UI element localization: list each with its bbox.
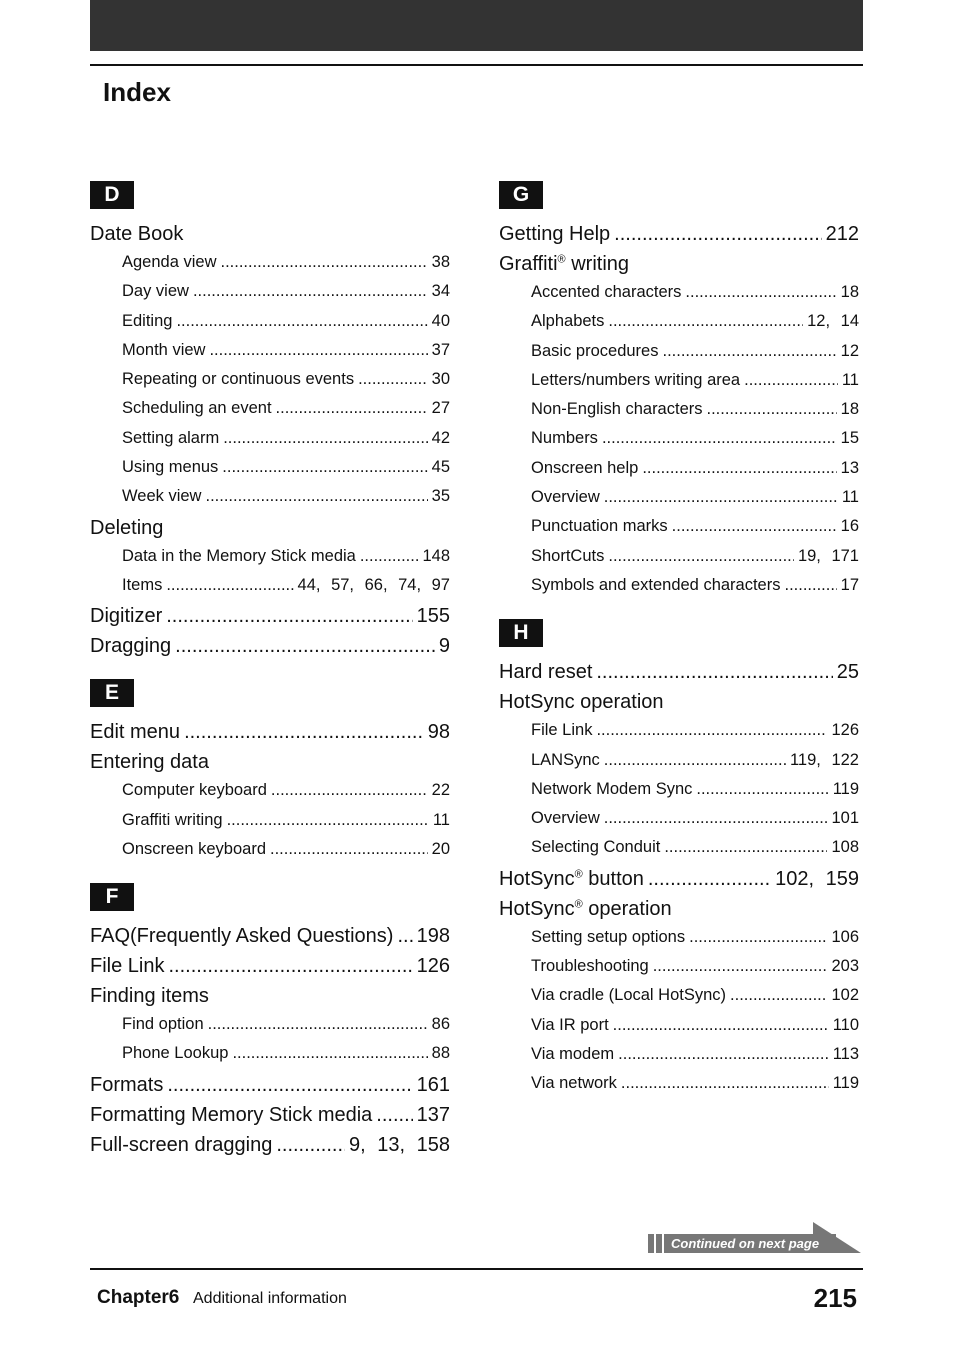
index-entry	[90, 605, 450, 635]
entry-page: 11	[841, 488, 859, 507]
index-entry	[90, 955, 450, 985]
index-subentry	[499, 400, 859, 429]
continued-bar	[656, 1234, 662, 1253]
entry-label	[531, 1045, 614, 1064]
page-number: 215	[813, 1283, 857, 1313]
entry-label-text: Week view	[122, 487, 202, 506]
entry-label-text: LANSync	[531, 750, 600, 769]
index-subentry	[90, 547, 450, 576]
footer-chapter: Chapter6	[97, 1287, 180, 1308]
index-subentry	[90, 1015, 450, 1044]
index-entry	[90, 1104, 450, 1134]
dot-leader	[642, 459, 836, 478]
entry-label-text: Symbols and extended characters	[531, 575, 781, 594]
entry-label-text: Overview	[531, 488, 600, 507]
entry-label	[90, 1104, 372, 1127]
dot-leader	[205, 487, 427, 506]
entry-label-text: Hard reset	[499, 661, 593, 684]
entry-label	[499, 691, 664, 714]
index-section	[90, 181, 450, 665]
entry-label	[122, 429, 219, 448]
entry-label-text: Onscreen help	[531, 458, 639, 477]
entry-page: 212	[825, 223, 859, 245]
entry-label	[531, 1016, 609, 1035]
dot-leader	[176, 312, 427, 331]
entry-page: 40	[431, 311, 450, 330]
dot-leader	[672, 517, 837, 536]
entry-label-text: Graffiti writing	[122, 810, 223, 829]
header-rule	[90, 64, 863, 66]
entry-label-text: File Link	[90, 955, 165, 978]
entry-label-text: Accented characters	[531, 283, 682, 301]
index-subentry	[499, 342, 859, 371]
entry-label-text: Via IR port	[531, 1015, 609, 1034]
entry-label-text: Overview	[531, 809, 600, 828]
entry-label-suffix: writing	[565, 253, 630, 275]
index-subentry	[499, 429, 859, 458]
entry-page: 17	[840, 575, 859, 594]
entry-label-text: Month view	[122, 340, 206, 359]
index-entry	[90, 985, 450, 1015]
entry-page: 35	[431, 487, 450, 506]
entry-label	[122, 487, 201, 506]
dot-leader	[608, 312, 803, 331]
index-entry	[90, 751, 450, 781]
index-subentry	[499, 1016, 859, 1045]
index-subentry	[499, 488, 859, 517]
entry-label	[531, 986, 726, 1005]
entry-label	[499, 898, 672, 921]
entry-label	[531, 283, 681, 302]
index-entry	[90, 1134, 450, 1164]
entry-label-text: Deleting	[90, 516, 164, 539]
entry-label-text: HotSync	[499, 897, 575, 920]
entry-label	[90, 955, 164, 978]
dot-leader	[166, 576, 293, 595]
dot-leader	[209, 341, 427, 360]
dot-leader	[621, 1074, 829, 1093]
section-letter: H	[499, 619, 543, 647]
dot-leader	[175, 635, 435, 658]
entry-label	[90, 1134, 272, 1157]
entry-label-text: Network Modem Sync	[531, 779, 693, 798]
entry-label	[122, 370, 354, 389]
entry-label-text: Via modem	[531, 1044, 615, 1063]
dot-leader	[223, 429, 427, 448]
entry-label	[122, 341, 205, 360]
index-subentry	[90, 370, 450, 399]
index-subentry	[90, 1044, 450, 1073]
entry-page: 34	[431, 282, 450, 301]
index-entry	[499, 223, 859, 253]
entry-label	[122, 840, 266, 859]
index-subentry	[499, 576, 859, 605]
entry-label	[531, 957, 649, 976]
entry-page: 106	[831, 927, 859, 946]
entry-label-text: HotSync operation	[499, 691, 664, 714]
dot-leader	[614, 223, 821, 246]
entry-page: 137	[416, 1103, 450, 1126]
dot-leader	[376, 1104, 412, 1127]
entry-page: 37	[431, 340, 450, 359]
entry-label-suffix: operation	[582, 897, 672, 920]
dot-leader	[604, 809, 828, 828]
entry-page: 126	[416, 955, 450, 978]
index-subentry	[90, 253, 450, 282]
index-subentry	[499, 283, 859, 312]
entry-label	[122, 781, 267, 800]
entry-page: 12	[840, 341, 859, 360]
section-letter: E	[90, 679, 134, 707]
entry-page: 113	[832, 1044, 859, 1063]
entry-label	[531, 312, 604, 331]
index-column-right	[499, 181, 859, 1118]
entry-label-text: File Link	[531, 721, 593, 740]
entry-label	[90, 223, 183, 246]
section-letter: G	[499, 181, 543, 209]
entry-label-text: Punctuation marks	[531, 517, 668, 536]
entry-label-text: Setting setup options	[531, 927, 686, 946]
index-entry	[499, 868, 859, 898]
index-entry	[90, 517, 450, 547]
dot-leader	[596, 721, 827, 740]
entry-label-text: Troubleshooting	[531, 957, 649, 976]
index-entry	[499, 253, 859, 283]
entry-label	[122, 1044, 228, 1063]
entry-label-text: Computer keyboard	[122, 781, 267, 800]
index-subentry	[90, 781, 450, 810]
entry-label	[499, 868, 644, 891]
entry-page: 9	[438, 635, 450, 658]
index-subentry	[499, 838, 859, 867]
entry-page: 102	[831, 986, 859, 1005]
index-subentry	[499, 312, 859, 341]
entry-page: 42	[431, 428, 450, 447]
entry-page: 27	[431, 399, 450, 418]
index-subentry	[499, 809, 859, 838]
dot-leader	[271, 781, 428, 800]
entry-label	[531, 838, 660, 857]
entry-label-text: Find option	[122, 1015, 204, 1034]
dot-leader	[397, 925, 412, 948]
entry-label-text: Edit menu	[90, 721, 181, 744]
entry-label-text: Basic procedures	[531, 341, 659, 360]
dot-leader	[613, 1016, 829, 1035]
dot-leader	[168, 955, 412, 978]
entry-label	[531, 342, 658, 361]
dot-leader	[608, 547, 794, 566]
index-section	[90, 883, 450, 1164]
entry-label	[122, 458, 218, 477]
entry-page: 30	[431, 370, 450, 389]
entry-label	[122, 282, 189, 301]
dot-leader	[730, 986, 827, 1005]
entry-label-text: Scheduling an event	[122, 399, 272, 418]
entry-label-text: Repeating or continuous events	[122, 370, 355, 389]
entry-page: 13	[840, 458, 859, 477]
dot-leader	[664, 838, 827, 857]
entry-label-text: Items	[122, 575, 163, 594]
entry-label	[531, 371, 740, 390]
index-entry	[90, 635, 450, 665]
entry-label	[531, 429, 598, 448]
entry-page: 11	[432, 810, 450, 829]
entry-label	[122, 547, 356, 566]
index-subentry	[90, 576, 450, 605]
entry-label	[531, 1074, 617, 1093]
index-entry	[90, 223, 450, 253]
index-section	[90, 679, 450, 869]
entry-label-text: Digitizer	[90, 605, 163, 628]
dot-leader	[618, 1045, 829, 1064]
dot-leader	[276, 1134, 345, 1157]
dot-leader	[689, 928, 827, 947]
entry-label-text: Formatting Memory Stick media	[90, 1103, 373, 1126]
dot-leader	[784, 576, 836, 595]
entry-label-text: Finding items	[90, 985, 209, 1008]
entry-page: 108	[831, 838, 859, 857]
entry-page: 25	[836, 661, 859, 684]
entry-page: 20	[431, 839, 450, 858]
index-subentry	[499, 986, 859, 1015]
entry-page: 88	[431, 1044, 450, 1063]
entry-page: 102, 159	[775, 867, 859, 890]
entry-label	[90, 605, 162, 628]
dot-leader	[167, 1074, 412, 1097]
entry-page: 38	[431, 253, 450, 271]
entry-label	[531, 459, 638, 478]
entry-label-text: HotSync	[499, 867, 575, 890]
continued-indicator	[646, 1222, 862, 1254]
section-letter: D	[90, 181, 134, 209]
entry-label	[90, 925, 393, 948]
entry-label	[531, 517, 668, 536]
entry-label	[90, 635, 171, 658]
entry-page: 44, 57, 66, 74, 97	[297, 575, 450, 594]
entry-page: 15	[840, 429, 859, 448]
continued-bar	[648, 1234, 654, 1253]
entry-page: 86	[431, 1015, 450, 1034]
entry-page: 18	[840, 400, 859, 419]
entry-label	[122, 253, 216, 272]
entry-page: 155	[416, 605, 450, 628]
entry-label	[531, 488, 600, 507]
entry-page: 161	[416, 1073, 450, 1096]
entry-label-text: Phone Lookup	[122, 1044, 229, 1063]
index-subentry	[499, 547, 859, 576]
index-subentry	[90, 429, 450, 458]
entry-label	[90, 517, 163, 540]
entry-label-text: Numbers	[531, 429, 598, 448]
dot-leader	[744, 371, 838, 390]
entry-page: 119	[832, 779, 859, 798]
index-section	[499, 181, 859, 605]
index-section	[499, 619, 859, 1103]
entry-label-text: Formats	[90, 1073, 164, 1096]
dot-leader	[662, 342, 836, 361]
entry-label-text: Dragging	[90, 635, 172, 658]
footer-description: Additional information	[193, 1290, 347, 1307]
entry-label	[499, 253, 629, 276]
entry-page: 19, 171	[797, 546, 859, 565]
dot-leader	[707, 400, 837, 419]
dot-leader	[604, 751, 786, 770]
entry-label-text: Data in the Memory Stick media	[122, 546, 356, 565]
dot-leader	[227, 811, 429, 830]
entry-label-text: ShortCuts	[531, 546, 605, 565]
entry-label	[531, 721, 592, 740]
index-subentry	[90, 399, 450, 428]
registered-mark: ®	[574, 898, 583, 911]
entry-page: 45	[431, 458, 450, 477]
index-subentry	[90, 282, 450, 311]
index-subentry	[499, 1045, 859, 1074]
entry-label-text: Full-screen dragging	[90, 1133, 273, 1156]
dot-leader	[166, 605, 412, 628]
entry-label-text: Via cradle (Local HotSync)	[531, 986, 727, 1005]
section-letter: F	[90, 883, 134, 911]
entry-label-text: Editing	[122, 311, 173, 330]
entry-page: 148	[422, 546, 450, 565]
dot-leader	[602, 429, 837, 448]
entry-page: 198	[416, 925, 450, 948]
dot-leader	[648, 868, 771, 891]
dot-leader	[232, 1044, 427, 1063]
footer-rule	[90, 1268, 863, 1270]
dot-leader	[596, 661, 832, 684]
entry-label-text: Agenda view	[122, 253, 217, 271]
arrow-right-icon	[813, 1222, 861, 1253]
entry-page: 18	[840, 283, 859, 301]
index-entry	[499, 898, 859, 928]
entry-page: 11	[841, 370, 859, 389]
entry-label	[531, 751, 600, 770]
entry-label-text: FAQ(Frequently Asked Questions)	[90, 925, 394, 948]
dot-leader	[222, 458, 427, 477]
entry-page: 119, 122	[789, 750, 859, 769]
entry-label	[122, 576, 162, 595]
header-bar	[90, 0, 863, 51]
entry-label-text: Selecting Conduit	[531, 838, 661, 857]
continued-text: Continued on next page	[671, 1236, 820, 1251]
index-subentry	[499, 1074, 859, 1103]
entry-page: 22	[431, 781, 450, 800]
entry-label	[90, 1074, 163, 1097]
entry-label-text: Using menus	[122, 458, 219, 477]
index-subentry	[499, 517, 859, 546]
entry-label	[531, 400, 703, 419]
index-subentry	[499, 751, 859, 780]
entry-label-suffix: button	[582, 867, 644, 890]
index-subentry	[90, 487, 450, 516]
index-subentry	[499, 371, 859, 400]
index-column-left	[90, 181, 450, 1178]
index-subentry	[499, 780, 859, 809]
dot-leader	[276, 399, 428, 418]
index-subentry	[499, 721, 859, 750]
entry-label-text: Alphabets	[531, 312, 605, 331]
index-subentry	[90, 341, 450, 370]
dot-leader	[220, 253, 427, 272]
entry-label	[90, 985, 209, 1008]
entry-label	[122, 399, 272, 418]
entry-page: 9, 13, 158	[349, 1133, 450, 1156]
dot-leader	[685, 283, 836, 302]
index-subentry	[90, 312, 450, 341]
entry-label-text: Via network	[531, 1074, 617, 1093]
dot-leader	[184, 721, 424, 744]
entry-page: 110	[832, 1015, 859, 1034]
index-entry	[499, 661, 859, 691]
index-subentry	[499, 928, 859, 957]
entry-label-text: Graffiti	[499, 253, 558, 275]
dot-leader	[358, 370, 428, 389]
dot-leader	[193, 282, 428, 301]
index-subentry	[499, 459, 859, 488]
entry-page: 119	[832, 1074, 859, 1093]
entry-page: 126	[831, 721, 859, 740]
index-subentry	[90, 840, 450, 869]
entry-label-text: Letters/numbers writing area	[531, 370, 741, 389]
registered-mark: ®	[574, 868, 583, 881]
entry-page: 12, 14	[807, 312, 859, 331]
entry-label	[122, 811, 223, 830]
index-subentry	[90, 458, 450, 487]
index-entry	[90, 721, 450, 751]
index-entry	[499, 691, 859, 721]
dot-leader	[604, 488, 838, 507]
entry-label	[122, 1015, 204, 1034]
dot-leader	[360, 547, 419, 566]
registered-mark: ®	[557, 253, 566, 266]
entry-label-text: Onscreen keyboard	[122, 839, 266, 858]
entry-label-text: Getting Help	[499, 223, 611, 245]
entry-label	[90, 751, 209, 774]
page-title: Index	[103, 77, 171, 107]
entry-label	[499, 223, 610, 246]
entry-label	[531, 780, 692, 799]
entry-page: 98	[427, 721, 450, 744]
index-subentry	[499, 957, 859, 986]
index-subentry	[90, 811, 450, 840]
dot-leader	[696, 780, 828, 799]
dot-leader	[653, 957, 828, 976]
entry-label	[499, 661, 592, 684]
entry-label	[531, 928, 685, 947]
entry-label-text: Entering data	[90, 751, 209, 774]
entry-label	[531, 547, 604, 566]
entry-page: 101	[831, 809, 859, 828]
entry-label-text: Non-English characters	[531, 400, 703, 419]
entry-label	[531, 809, 600, 828]
entry-label	[531, 576, 780, 595]
dot-leader	[208, 1015, 428, 1034]
entry-label-text: Date Book	[90, 223, 184, 245]
entry-label	[122, 312, 172, 331]
entry-label-text: Setting alarm	[122, 428, 220, 447]
entry-page: 203	[831, 957, 859, 976]
dot-leader	[270, 840, 428, 859]
entry-label-text: Day view	[122, 282, 189, 301]
entry-label	[90, 721, 180, 744]
index-entry	[90, 1074, 450, 1104]
index-entry	[90, 925, 450, 955]
entry-page: 16	[840, 517, 859, 536]
